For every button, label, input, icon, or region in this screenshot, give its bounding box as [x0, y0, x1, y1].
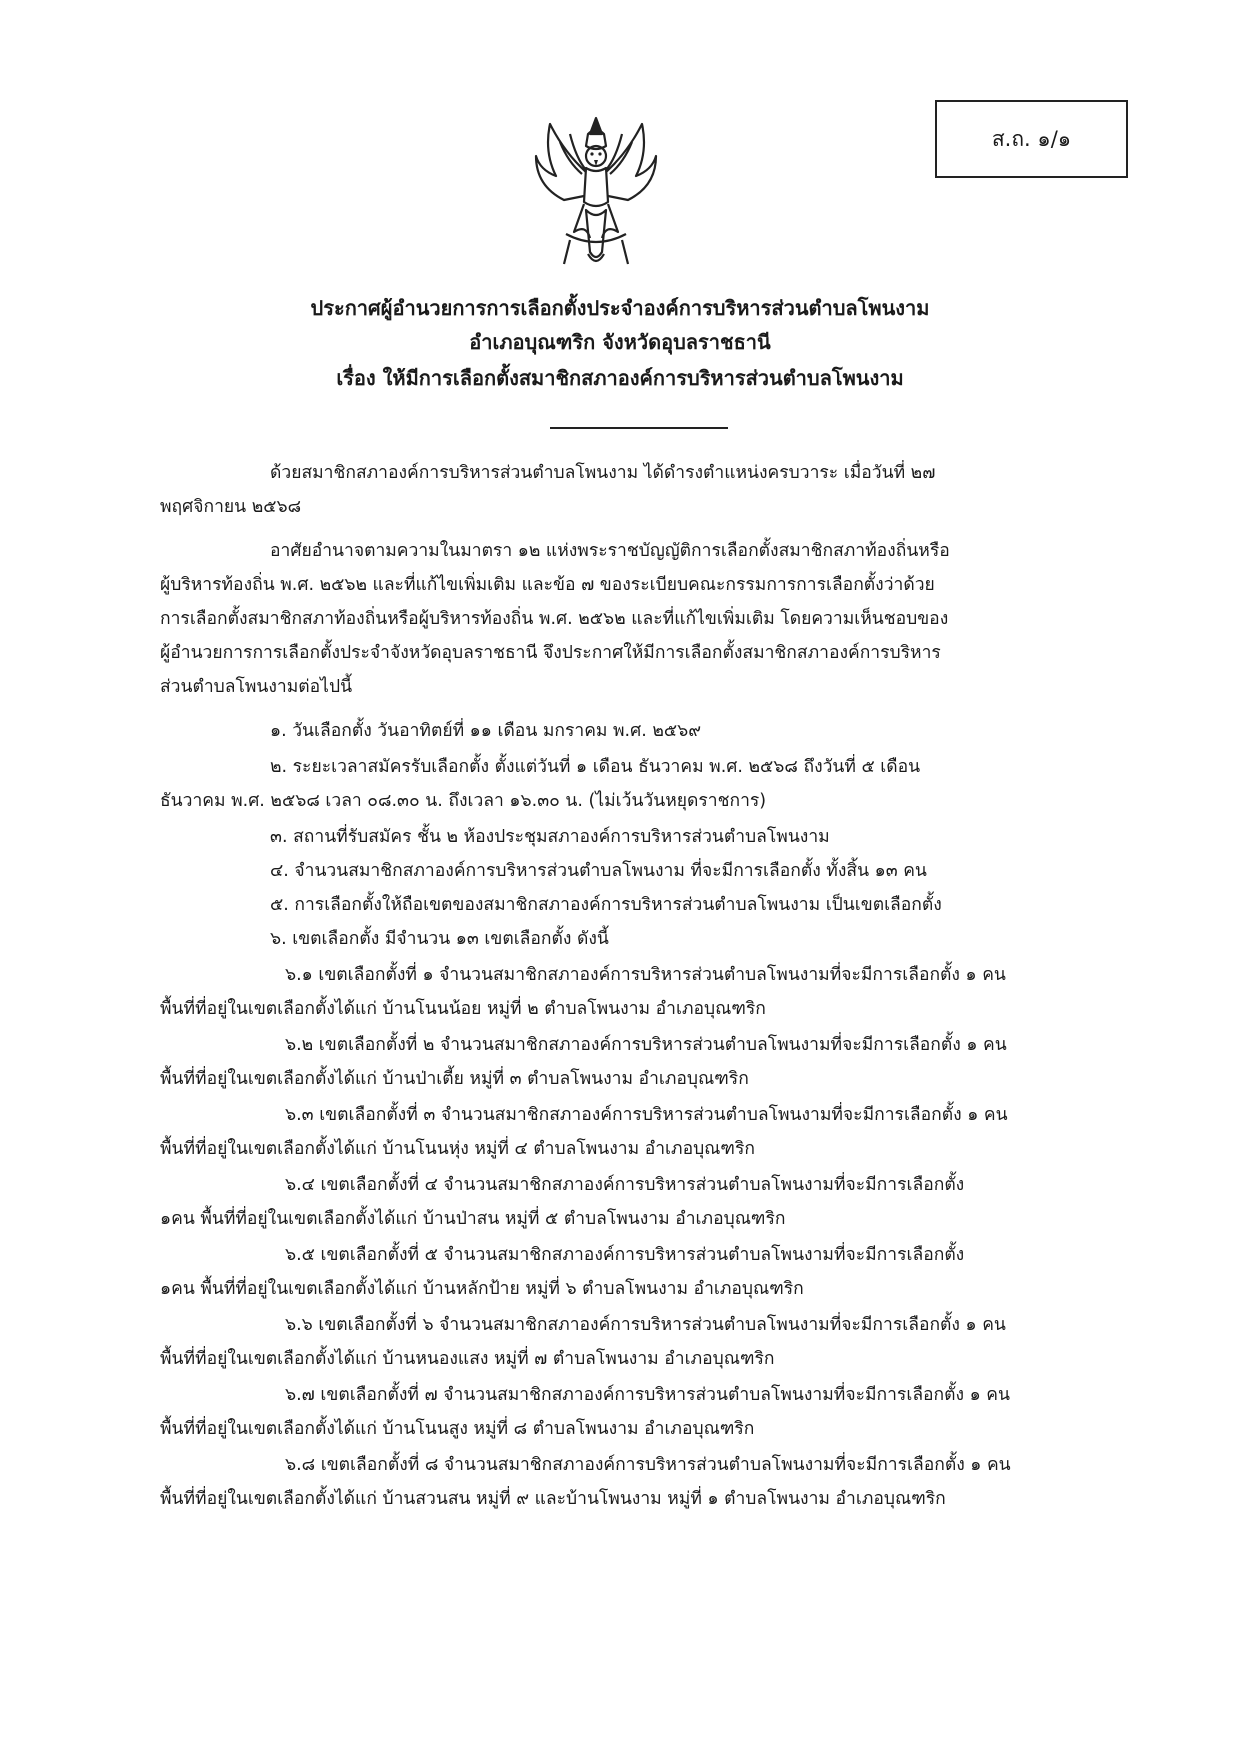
- district-area: พื้นที่ที่อยู่ในเขตเลือกตั้งได้แก่ บ้านหนองแสง หมู่ที่ ๗ ตำบลโพนงาม อำเภอบุณฑริก: [160, 1349, 775, 1369]
- title-line-1: ประกาศผู้อำนวยการการเลือกตั้งประจำองค์การบริหารส่วนตำบลโพนงาม: [310, 296, 930, 320]
- district-item: ๖.๔ เขตเลือกตั้งที่ ๔ จำนวนสมาชิกสภาองค์การบริหารส่วนตำบลโพนงามที่จะมีการเลือกตั้ง: [285, 1175, 965, 1195]
- district-item: ๖.๑ เขตเลือกตั้งที่ ๑ จำนวนสมาชิกสภาองค์การบริหารส่วนตำบลโพนงามที่จะมีการเลือกตั้ง ๑ คน: [285, 965, 1006, 985]
- district-item: ๖.๖ เขตเลือกตั้งที่ ๖ จำนวนสมาชิกสภาองค์การบริหารส่วนตำบลโพนงามที่จะมีการเลือกตั้ง ๑ คน: [285, 1315, 1006, 1335]
- district-area: พื้นที่ที่อยู่ในเขตเลือกตั้งได้แก่ บ้านโนนสูง หมู่ที่ ๘ ตำบลโพนงาม อำเภอบุณฑริก: [160, 1419, 755, 1439]
- title-line-3: เรื่อง ให้มีการเลือกตั้งสมาชิกสภาองค์การบริหารส่วนตำบลโพนงาม: [336, 366, 904, 390]
- district-area: พื้นที่ที่อยู่ในเขตเลือกตั้งได้แก่ บ้านป่าเตี้ย หมู่ที่ ๓ ตำบลโพนงาม อำเภอบุณฑริก: [160, 1069, 749, 1089]
- list-item: ๒. ระยะเวลาสมัครรับเลือกตั้ง ตั้งแต่วันที่ ๑ เดือน ธันวาคม พ.ศ. ๒๕๖๘ ถึงวันที่ ๕ เดือน: [270, 757, 921, 777]
- garuda-emblem: [530, 112, 662, 270]
- paragraph-line: ด้วยสมาชิกสภาองค์การบริหารส่วนตำบลโพนงาม ได้ดำรงตำแหน่งครบวาระ เมื่อวันที่ ๒๗: [270, 463, 936, 483]
- form-code-box: [935, 100, 1128, 178]
- paragraph-line: การเลือกตั้งสมาชิกสภาท้องถิ่นหรือผู้บริหารท้องถิ่น พ.ศ. ๒๕๖๒ และที่แก้ไขเพิ่มเติม โดยความเห็นชอบของ: [160, 609, 949, 629]
- title-line-2: อำเภอบุณฑริก จังหวัดอุบลราชธานี: [469, 330, 771, 354]
- district-area: ๑คน พื้นที่ที่อยู่ในเขตเลือกตั้งได้แก่ บ้านป่าสน หมู่ที่ ๕ ตำบลโพนงาม อำเภอบุณฑริก: [160, 1209, 786, 1229]
- paragraph-line: อาศัยอำนาจตามความในมาตรา ๑๒ แห่งพระราชบัญญัติการเลือกตั้งสมาชิกสภาท้องถิ่นหรือ: [270, 541, 950, 561]
- list-item: ๖. เขตเลือกตั้ง มีจำนวน ๑๓ เขตเลือกตั้ง ดังนี้: [270, 929, 609, 949]
- district-area: ๑คน พื้นที่ที่อยู่ในเขตเลือกตั้งได้แก่ บ้านหลักป้าย หมู่ที่ ๖ ตำบลโพนงาม อำเภอบุณฑริก: [160, 1279, 804, 1299]
- paragraph-line: ผู้บริหารท้องถิ่น พ.ศ. ๒๕๖๒ และที่แก้ไขเพิ่มเติม และข้อ ๗ ของระเบียบคณะกรรมการการเลือกตั้งว่าด้วย: [160, 575, 935, 595]
- title-divider: [550, 427, 728, 429]
- list-item: ๑. วันเลือกตั้ง วันอาทิตย์ที่ ๑๑ เดือน มกราคม พ.ศ. ๒๕๖๙: [270, 721, 702, 741]
- district-item: ๖.๗ เขตเลือกตั้งที่ ๗ จำนวนสมาชิกสภาองค์การบริหารส่วนตำบลโพนงามที่จะมีการเลือกตั้ง ๑ คน: [285, 1385, 1010, 1405]
- paragraph-line: ส่วนตำบลโพนงามต่อไปนี้: [160, 677, 353, 697]
- list-item-continued: ธันวาคม พ.ศ. ๒๕๖๘ เวลา ๐๘.๓๐ น. ถึงเวลา ๑๖.๓๐ น. (ไม่เว้นวันหยุดราชการ): [160, 791, 767, 811]
- district-area: พื้นที่ที่อยู่ในเขตเลือกตั้งได้แก่ บ้านโนนหุ่ง หมู่ที่ ๔ ตำบลโพนงาม อำเภอบุณฑริก: [160, 1139, 755, 1159]
- paragraph-line: พฤศจิกายน ๒๕๖๘: [160, 497, 302, 517]
- list-item: ๓. สถานที่รับสมัคร ชั้น ๒ ห้องประชุมสภาองค์การบริหารส่วนตำบลโพนงาม: [270, 827, 830, 847]
- district-item: ๖.๒ เขตเลือกตั้งที่ ๒ จำนวนสมาชิกสภาองค์การบริหารส่วนตำบลโพนงามที่จะมีการเลือกตั้ง ๑ คน: [285, 1035, 1007, 1055]
- district-area: พื้นที่ที่อยู่ในเขตเลือกตั้งได้แก่ บ้านโนนน้อย หมู่ที่ ๒ ตำบลโพนงาม อำเภอบุณฑริก: [160, 999, 766, 1019]
- district-item: ๖.๕ เขตเลือกตั้งที่ ๕ จำนวนสมาชิกสภาองค์การบริหารส่วนตำบลโพนงามที่จะมีการเลือกตั้ง: [285, 1245, 965, 1265]
- form-code: ส.ถ. ๑/๑: [991, 126, 1072, 151]
- list-item: ๕. การเลือกตั้งให้ถือเขตของสมาชิกสภาองค์การบริหารส่วนตำบลโพนงาม เป็นเขตเลือกตั้ง: [270, 895, 942, 915]
- district-area: พื้นที่ที่อยู่ในเขตเลือกตั้งได้แก่ บ้านสวนสน หมู่ที่ ๙ และบ้านโพนงาม หมู่ที่ ๑ ตำบลโพนงาม อำเภอบุณฑริก: [160, 1489, 946, 1509]
- district-item: ๖.๘ เขตเลือกตั้งที่ ๘ จำนวนสมาชิกสภาองค์การบริหารส่วนตำบลโพนงามที่จะมีการเลือกตั้ง ๑ คน: [285, 1455, 1011, 1475]
- district-item: ๖.๓ เขตเลือกตั้งที่ ๓ จำนวนสมาชิกสภาองค์การบริหารส่วนตำบลโพนงามที่จะมีการเลือกตั้ง ๑ คน: [285, 1105, 1008, 1125]
- list-item: ๔. จำนวนสมาชิกสภาองค์การบริหารส่วนตำบลโพนงาม ที่จะมีการเลือกตั้ง ทั้งสิ้น ๑๓ คน: [270, 861, 927, 881]
- paragraph-line: ผู้อำนวยการการเลือกตั้งประจำจังหวัดอุบลราชธานี จึงประกาศให้มีการเลือกตั้งสมาชิกสภาองค์การบริหาร: [160, 643, 941, 663]
